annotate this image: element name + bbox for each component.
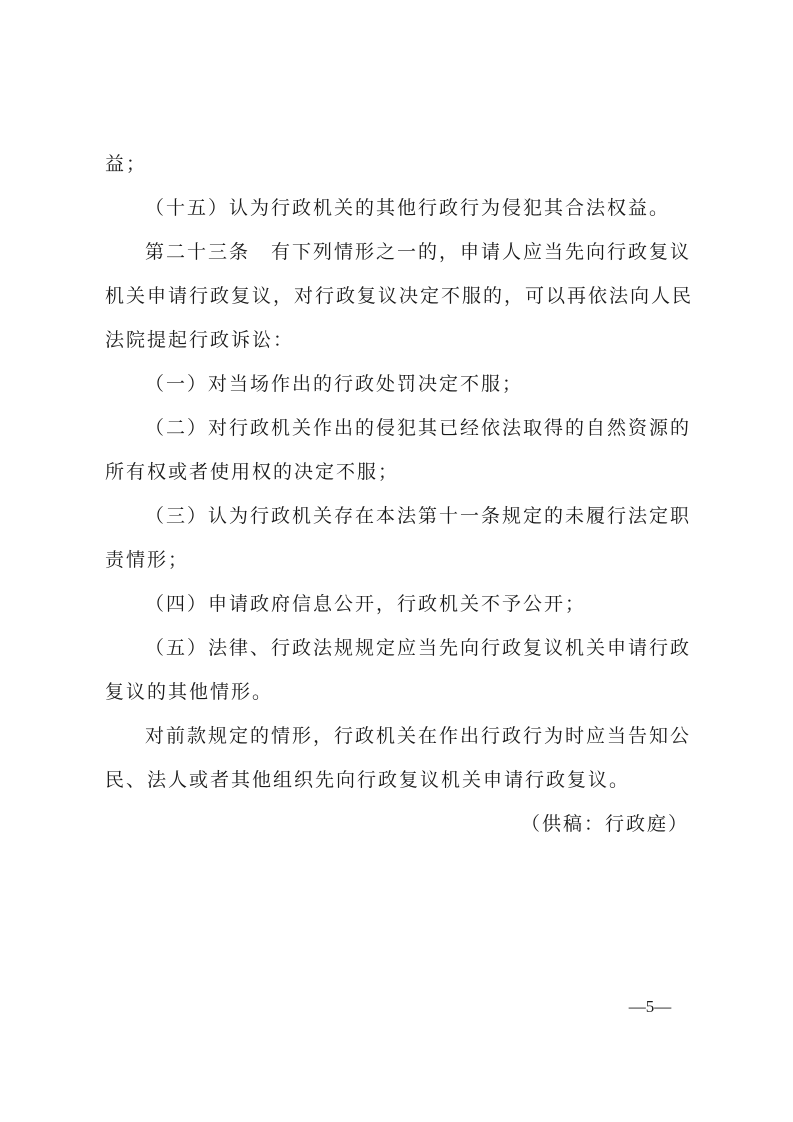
text-line: 民、法人或者其他组织先向行政复议机关申请行政复议。 <box>105 769 631 791</box>
source-note: （供稿：行政庭） <box>520 813 689 835</box>
text-line: 复议的其他情形。 <box>105 681 274 703</box>
article-heading-line: 第二十三条 有下列情形之一的，申请人应当先向行政复议 <box>145 241 692 263</box>
text-line: 法院提起行政诉讼： <box>105 329 295 351</box>
text-line: 益； <box>105 153 148 175</box>
text-line: 对前款规定的情形，行政机关在作出行政行为时应当告知公 <box>145 725 692 747</box>
page-number: —5— <box>628 997 672 1016</box>
list-item-line: （一）对当场作出的行政处罚决定不服； <box>145 373 524 395</box>
text-line: 所有权或者使用权的决定不服； <box>105 461 400 483</box>
list-item-line: （四）申请政府信息公开，行政机关不予公开； <box>145 593 587 615</box>
text-line: 机关申请行政复议，对行政复议决定不服的，可以再依法向人民 <box>105 285 694 307</box>
text-line: （十五）认为行政机关的其他行政行为侵犯其合法权益。 <box>145 197 671 219</box>
list-item-line: （二）对行政机关作出的侵犯其已经依法取得的自然资源的 <box>145 417 692 439</box>
list-item-line: （五）法律、行政法规规定应当先向行政复议机关申请行政 <box>145 637 692 659</box>
document-body <box>105 142 697 846</box>
list-item-line: （三）认为行政机关存在本法第十一条规定的未履行法定职 <box>145 505 692 527</box>
text-line: 责情形； <box>105 549 190 571</box>
